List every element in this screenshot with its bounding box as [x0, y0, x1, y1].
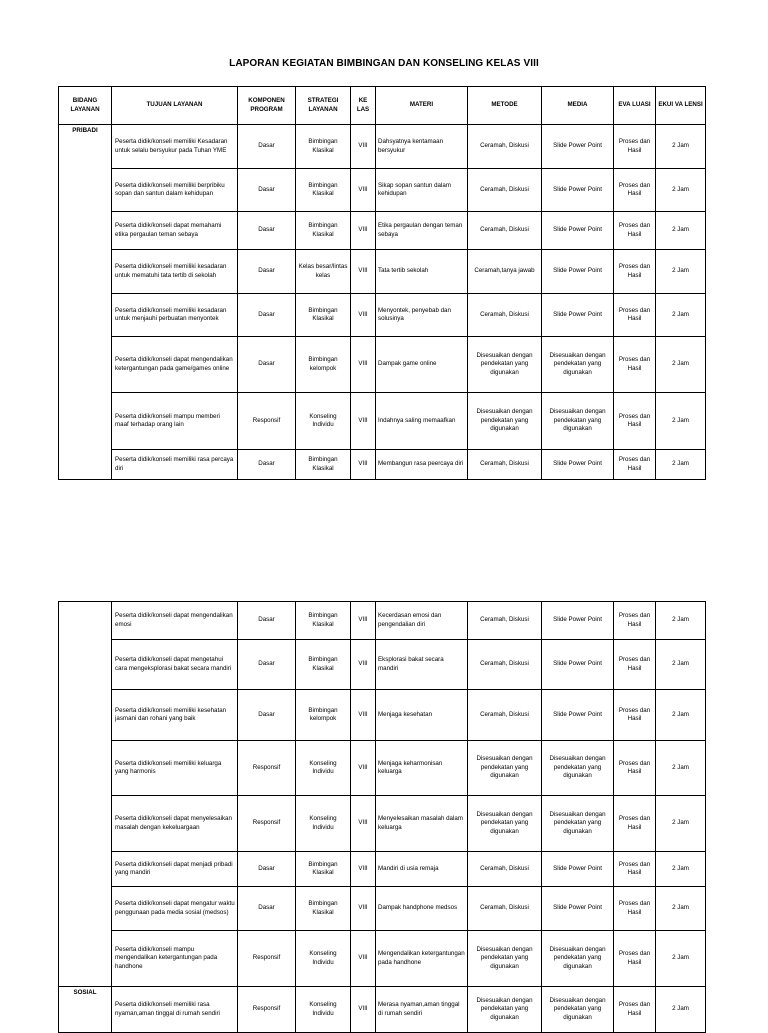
strategi-cell: Bimbingan Klasikal	[296, 602, 351, 640]
header-tujuan: TUJUAN LAYANAN	[112, 87, 238, 125]
tujuan-cell: Peserta didik/konseli memiliki kesadaran untuk menjauhi perbuatan menyontek	[112, 294, 238, 337]
ekuivalensi-cell: 2 Jam	[656, 931, 706, 987]
table-row	[59, 690, 706, 741]
tujuan-cell: Peserta didik/konseli memiliki keluarga yang harmonis	[112, 741, 238, 796]
header-bidang: BIDANG LAYANAN	[59, 87, 112, 125]
komponen-cell: Dasar	[238, 602, 296, 640]
evaluasi-cell: Proses dan Hasil	[614, 212, 656, 250]
metode-cell: Ceramah, Diskusi	[468, 690, 542, 741]
komponen-cell: Responsif	[238, 931, 296, 987]
strategi-cell: Konseling Individu	[296, 987, 351, 1033]
strategi-cell: Konseling Individu	[296, 393, 351, 450]
strategi-cell: Bimbingan Klasikal	[296, 169, 351, 212]
tujuan-cell: Peserta didik/konseli dapat mengendalikan ketergantungan pada game/games online	[112, 337, 238, 393]
table-row	[59, 294, 706, 337]
metode-cell: Disesuaikan dengan pendekatan yang digunakan	[468, 393, 542, 450]
ekuivalensi-cell: 2 Jam	[656, 212, 706, 250]
bidang-cell: SOSIAL	[59, 987, 112, 1033]
komponen-cell: Responsif	[238, 796, 296, 852]
evaluasi-cell: Proses dan Hasil	[614, 294, 656, 337]
table-row	[59, 393, 706, 450]
komponen-cell: Dasar	[238, 640, 296, 690]
materi-cell: Menjaga keharmonisan keluarga	[376, 741, 468, 796]
ekuivalensi-cell: 2 Jam	[656, 887, 706, 931]
materi-cell: Dampak game online	[376, 337, 468, 393]
kelas-cell: VIII	[351, 250, 376, 294]
evaluasi-cell: Proses dan Hasil	[614, 741, 656, 796]
tujuan-cell: Peserta didik/konseli mampu memberi maaf terhadap orang lain	[112, 393, 238, 450]
materi-cell: Mandiri di usia remaja	[376, 852, 468, 887]
report-title: LAPORAN KEGIATAN BIMBINGAN DAN KONSELING KELAS VIII	[229, 58, 539, 69]
ekuivalensi-cell: 2 Jam	[656, 250, 706, 294]
media-cell: Slide Power Point	[542, 212, 614, 250]
bidang-cell-empty	[59, 602, 112, 987]
table-row	[59, 337, 706, 393]
metode-cell: Ceramah, Diskusi	[468, 852, 542, 887]
strategi-cell: Bimbingan Klasikal	[296, 640, 351, 690]
table-row	[59, 796, 706, 852]
media-cell: Disesuaikan dengan pendekatan yang digunakan	[542, 337, 614, 393]
kelas-cell: VIII	[351, 393, 376, 450]
kelas-cell: VIII	[351, 852, 376, 887]
kelas-cell: VIII	[351, 931, 376, 987]
table-header-row	[59, 87, 706, 125]
table-row	[59, 931, 706, 987]
table-row	[59, 640, 706, 690]
header-komponen: KOMPONEN PROGRAM	[238, 87, 296, 125]
table-row	[59, 212, 706, 250]
media-cell: Slide Power Point	[542, 450, 614, 480]
media-cell: Slide Power Point	[542, 125, 614, 169]
media-cell: Disesuaikan dengan pendekatan yang digunakan	[542, 393, 614, 450]
ekuivalensi-cell: 2 Jam	[656, 393, 706, 450]
tujuan-cell: Peserta didik/konseli memiliki rasa nyaman,aman tinggal di rumah sendiri	[112, 987, 238, 1033]
materi-cell: Menyelesaikan masalah dalam keluarga	[376, 796, 468, 852]
evaluasi-cell: Proses dan Hasil	[614, 796, 656, 852]
materi-cell: Dampak handphone medsos	[376, 887, 468, 931]
kelas-cell: VIII	[351, 169, 376, 212]
table-row	[59, 741, 706, 796]
materi-cell: Menyontek, penyebab dan solusinya	[376, 294, 468, 337]
komponen-cell: Responsif	[238, 741, 296, 796]
media-cell: Slide Power Point	[542, 640, 614, 690]
table-row	[59, 987, 706, 1033]
materi-cell: Kecerdasan emosi dan pengendalian diri	[376, 602, 468, 640]
strategi-cell: Bimbingan Klasikal	[296, 887, 351, 931]
materi-cell: Merasa nyaman,aman tinggal di rumah sendiri	[376, 987, 468, 1033]
table-row	[59, 125, 706, 169]
strategi-cell: Bimbingan Klasikal	[296, 294, 351, 337]
ekuivalensi-cell: 2 Jam	[656, 169, 706, 212]
media-cell: Slide Power Point	[542, 852, 614, 887]
metode-cell: Ceramah, Diskusi	[468, 212, 542, 250]
kelas-cell: VIII	[351, 294, 376, 337]
header-kelas: KE LAS	[351, 87, 376, 125]
strategi-cell: Bimbingan Klasikal	[296, 852, 351, 887]
media-cell: Slide Power Point	[542, 294, 614, 337]
kelas-cell: VIII	[351, 887, 376, 931]
materi-cell: Indahnya saling memaafkan	[376, 393, 468, 450]
media-cell: Slide Power Point	[542, 602, 614, 640]
komponen-cell: Responsif	[238, 987, 296, 1033]
evaluasi-cell: Proses dan Hasil	[614, 852, 656, 887]
ekuivalensi-cell: 2 Jam	[656, 741, 706, 796]
header-metode: METODE	[468, 87, 542, 125]
report-table-1	[58, 86, 706, 480]
ekuivalensi-cell: 2 Jam	[656, 125, 706, 169]
kelas-cell: VIII	[351, 987, 376, 1033]
strategi-cell: Bimbingan Klasikal	[296, 125, 351, 169]
komponen-cell: Dasar	[238, 212, 296, 250]
tujuan-cell: Peserta didik/konseli memiliki kesehatan jasmani dan rohani yang baik	[112, 690, 238, 741]
ekuivalensi-cell: 2 Jam	[656, 640, 706, 690]
ekuivalensi-cell: 2 Jam	[656, 796, 706, 852]
strategi-cell: Kelas besar/lintas kelas	[296, 250, 351, 294]
komponen-cell: Dasar	[238, 887, 296, 931]
table-row	[59, 602, 706, 640]
media-cell: Slide Power Point	[542, 169, 614, 212]
metode-cell: Disesuaikan dengan pendekatan yang digunakan	[468, 337, 542, 393]
evaluasi-cell: Proses dan Hasil	[614, 169, 656, 212]
komponen-cell: Dasar	[238, 125, 296, 169]
ekuivalensi-cell: 2 Jam	[656, 337, 706, 393]
evaluasi-cell: Proses dan Hasil	[614, 987, 656, 1033]
kelas-cell: VIII	[351, 450, 376, 480]
strategi-cell: Bimbingan kelompok	[296, 690, 351, 741]
tujuan-cell: Peserta didik/konseli memiliki Kesadaran untuk selalu bersyukur pada Tuhan YME	[112, 125, 238, 169]
metode-cell: Ceramah, Diskusi	[468, 640, 542, 690]
metode-cell: Disesuaikan dengan pendekatan yang digunakan	[468, 987, 542, 1033]
evaluasi-cell: Proses dan Hasil	[614, 393, 656, 450]
komponen-cell: Responsif	[238, 393, 296, 450]
metode-cell: Ceramah, Diskusi	[468, 125, 542, 169]
metode-cell: Ceramah, Diskusi	[468, 294, 542, 337]
kelas-cell: VIII	[351, 125, 376, 169]
tujuan-cell: Peserta didik/konseli memiliki rasa percaya diri	[112, 450, 238, 480]
materi-cell: Etika pergaulan dengan teman sebaya	[376, 212, 468, 250]
metode-cell: Disesuaikan dengan pendekatan yang digunakan	[468, 741, 542, 796]
strategi-cell: Bimbingan Klasikal	[296, 450, 351, 480]
evaluasi-cell: Proses dan Hasil	[614, 337, 656, 393]
strategi-cell: Bimbingan Klasikal	[296, 212, 351, 250]
evaluasi-cell: Proses dan Hasil	[614, 602, 656, 640]
komponen-cell: Dasar	[238, 690, 296, 741]
report-table-2	[58, 601, 706, 1033]
header-ekuivalensi: EKUI VA LENSI	[656, 87, 706, 125]
strategi-cell: Bimbingan kelompok	[296, 337, 351, 393]
table-row	[59, 169, 706, 212]
evaluasi-cell: Proses dan Hasil	[614, 887, 656, 931]
media-cell: Disesuaikan dengan pendekatan yang digunakan	[542, 796, 614, 852]
komponen-cell: Dasar	[238, 450, 296, 480]
header-evaluasi: EVA LUASI	[614, 87, 656, 125]
evaluasi-cell: Proses dan Hasil	[614, 690, 656, 741]
tujuan-cell: Peserta didik/konseli memiliki kesadaran untuk mematuhi tata tertib di sekolah	[112, 250, 238, 294]
strategi-cell: Konseling Individu	[296, 796, 351, 852]
strategi-cell: Konseling Individu	[296, 741, 351, 796]
kelas-cell: VIII	[351, 796, 376, 852]
ekuivalensi-cell: 2 Jam	[656, 690, 706, 741]
header-strategi: STRATEGI LAYANAN	[296, 87, 351, 125]
media-cell: Slide Power Point	[542, 887, 614, 931]
tujuan-cell: Peserta didik/konseli mampu mengendalikan ketergantungan pada handhone	[112, 931, 238, 987]
kelas-cell: VIII	[351, 640, 376, 690]
media-cell: Disesuaikan dengan pendekatan yang digunakan	[542, 741, 614, 796]
evaluasi-cell: Proses dan Hasil	[614, 250, 656, 294]
metode-cell: Ceramah,tanya jawab	[468, 250, 542, 294]
komponen-cell: Dasar	[238, 337, 296, 393]
metode-cell: Ceramah, Diskusi	[468, 169, 542, 212]
ekuivalensi-cell: 2 Jam	[656, 987, 706, 1033]
media-cell: Disesuaikan dengan pendekatan yang digunakan	[542, 931, 614, 987]
ekuivalensi-cell: 2 Jam	[656, 852, 706, 887]
media-cell: Disesuaikan dengan pendekatan yang digunakan	[542, 987, 614, 1033]
evaluasi-cell: Proses dan Hasil	[614, 931, 656, 987]
kelas-cell: VIII	[351, 602, 376, 640]
tujuan-cell: Peserta didik/konseli dapat menjadi pribadi yang mandiri	[112, 852, 238, 887]
bidang-cell: PRIBADI	[59, 125, 112, 480]
tujuan-cell: Peserta didik/konseli dapat memahami etika pergaulan teman sebaya	[112, 212, 238, 250]
komponen-cell: Dasar	[238, 250, 296, 294]
table-row	[59, 250, 706, 294]
evaluasi-cell: Proses dan Hasil	[614, 450, 656, 480]
ekuivalensi-cell: 2 Jam	[656, 294, 706, 337]
kelas-cell: VIII	[351, 741, 376, 796]
tujuan-cell: Peserta didik/konseli dapat mengendalikan emosi	[112, 602, 238, 640]
materi-cell: Sikap sopan santun dalam kehidupan	[376, 169, 468, 212]
kelas-cell: VIII	[351, 212, 376, 250]
kelas-cell: VIII	[351, 337, 376, 393]
media-cell: Slide Power Point	[542, 250, 614, 294]
table-row	[59, 450, 706, 480]
ekuivalensi-cell: 2 Jam	[656, 602, 706, 640]
metode-cell: Disesuaikan dengan pendekatan yang digunakan	[468, 796, 542, 852]
komponen-cell: Dasar	[238, 294, 296, 337]
metode-cell: Ceramah, Diskusi	[468, 450, 542, 480]
evaluasi-cell: Proses dan Hasil	[614, 125, 656, 169]
tujuan-cell: Peserta didik/konseli dapat menyelesaikan masalah dengan kekeluargaan	[112, 796, 238, 852]
tujuan-cell: Peserta didik/konseli dapat mengatur waktu penggunaan pada media sosial (medsos)	[112, 887, 238, 931]
header-materi: MATERI	[376, 87, 468, 125]
metode-cell: Disesuaikan dengan pendekatan yang digunakan	[468, 931, 542, 987]
metode-cell: Ceramah, Diskusi	[468, 887, 542, 931]
header-media: MEDIA	[542, 87, 614, 125]
tujuan-cell: Peserta didik/konseli memiliki berpribiku sopan dan santun dalam kehidupan	[112, 169, 238, 212]
tujuan-cell: Peserta didik/konseli dapat mengetahui cara mengeksplorasi bakat secara mandiri	[112, 640, 238, 690]
materi-cell: Dahsyatnya kentamaan bersyukur	[376, 125, 468, 169]
table-row	[59, 852, 706, 887]
materi-cell: Eksplorasi bakat secara mandiri	[376, 640, 468, 690]
ekuivalensi-cell: 2 Jam	[656, 450, 706, 480]
komponen-cell: Dasar	[238, 169, 296, 212]
materi-cell: Membangun rasa peercaya diri	[376, 450, 468, 480]
materi-cell: Mengendalikan ketergantungan pada handhone	[376, 931, 468, 987]
evaluasi-cell: Proses dan Hasil	[614, 640, 656, 690]
media-cell: Slide Power Point	[542, 690, 614, 741]
metode-cell: Ceramah, Diskusi	[468, 602, 542, 640]
materi-cell: Menjaga kesehatan	[376, 690, 468, 741]
komponen-cell: Dasar	[238, 852, 296, 887]
kelas-cell: VIII	[351, 690, 376, 741]
materi-cell: Tata tertib sekolah	[376, 250, 468, 294]
table-row	[59, 887, 706, 931]
strategi-cell: Konseling Individu	[296, 931, 351, 987]
